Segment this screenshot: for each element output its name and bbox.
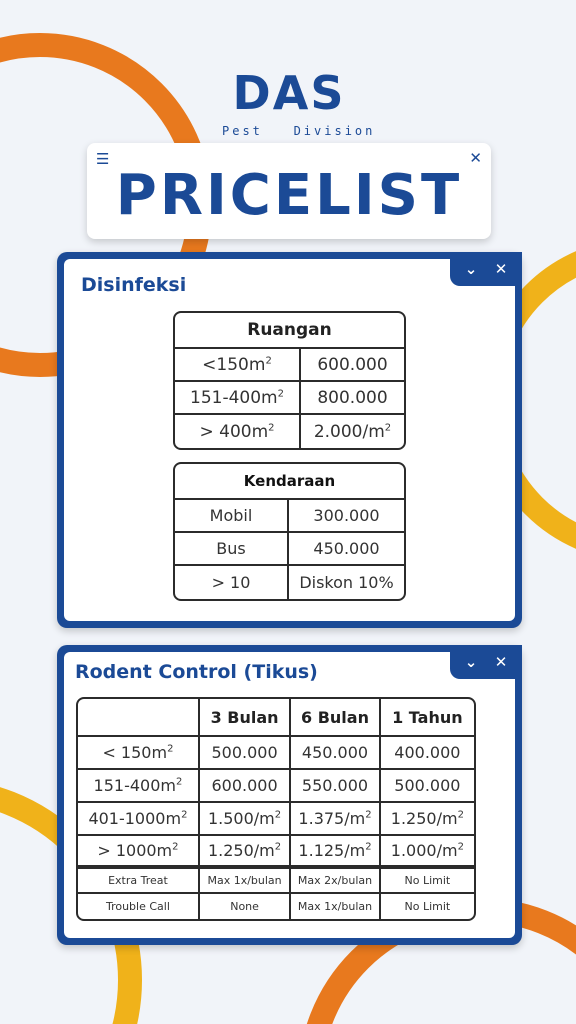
price-cell: $1.375/m^2$ xyxy=(291,803,380,836)
vehicle-cell: Bus xyxy=(175,533,289,566)
price-cell: $1.000/m^2$ xyxy=(381,836,474,869)
close-icon[interactable]: ✕ xyxy=(494,260,508,278)
ruangan-header: Ruangan xyxy=(175,313,404,349)
column-header: 6 Bulan xyxy=(291,699,380,737)
table-row xyxy=(78,836,474,869)
table-row xyxy=(175,500,404,533)
feature-cell: Extra Treat xyxy=(78,869,200,894)
vehicle-cell: > 10 xyxy=(175,566,289,599)
kendaraan-header: Kendaraan xyxy=(175,464,404,500)
feature-cell: Trouble Call xyxy=(78,894,200,919)
chevron-down-icon[interactable]: ⌄ xyxy=(464,260,478,278)
chevron-down-icon[interactable]: ⌄ xyxy=(464,653,478,671)
column-header: 3 Bulan xyxy=(200,699,291,737)
feature-value-cell: Max 1x/bulan xyxy=(200,869,291,894)
table-row xyxy=(175,566,404,599)
feature-value-cell: No Limit xyxy=(404,900,451,913)
price-cell: $1.250/m^2$ xyxy=(200,836,291,869)
area-cell: > $1000m^2$ xyxy=(78,836,200,869)
price-cell: 600.000 xyxy=(301,349,404,382)
area-cell: > $400m^2$ xyxy=(175,415,301,448)
logo-subtitle: Pest Division xyxy=(222,124,376,138)
kendaraan-table xyxy=(173,462,406,601)
table-row xyxy=(78,869,474,894)
column-header: 1 Tahun xyxy=(381,699,474,737)
price-cell: $1.500/m^2$ xyxy=(200,803,291,836)
table-row xyxy=(175,349,404,382)
close-icon[interactable]: ✕ xyxy=(494,653,508,671)
table-header-row xyxy=(78,699,474,737)
menu-icon[interactable]: ☰ xyxy=(96,150,110,168)
rodent-table xyxy=(76,697,476,921)
feature-value-cell: No Limit xyxy=(381,869,474,894)
table-row xyxy=(78,770,474,803)
close-icon[interactable]: ✕ xyxy=(469,149,482,167)
area-cell: $151-400m^2$ xyxy=(78,770,200,803)
price-cell: 800.000 xyxy=(301,382,404,415)
price-cell: $1.250/m^2$ xyxy=(381,803,474,836)
feature-value-cell: None xyxy=(200,894,291,919)
rodent-title: Rodent Control (Tikus) xyxy=(75,661,318,683)
disinfeksi-window-controls xyxy=(450,252,522,286)
pricelist-title-window xyxy=(87,143,491,239)
price-cell: 450.000 xyxy=(291,737,380,770)
page-title: PRICELIST xyxy=(115,163,463,228)
price-cell: 400.000 xyxy=(381,737,474,770)
price-cell: 300.000 xyxy=(289,500,404,533)
table-row xyxy=(78,894,474,919)
price-cell: 500.000 xyxy=(381,770,474,803)
table-row xyxy=(175,415,404,448)
price-cell: 500.000 xyxy=(200,737,291,770)
price-cell: 550.000 xyxy=(291,770,380,803)
price-cell: $2.000/m^2$ xyxy=(313,421,392,442)
rodent-window-controls xyxy=(450,645,522,679)
price-cell: Diskon 10% xyxy=(299,573,394,592)
ruangan-table xyxy=(173,311,406,450)
area-cell: $151-400m^2$ xyxy=(175,382,301,415)
brand-logo xyxy=(222,66,376,138)
logo-mark: DAS xyxy=(232,66,346,120)
column-header xyxy=(78,699,200,737)
price-cell: 450.000 xyxy=(289,533,404,566)
price-cell: $1.125/m^2$ xyxy=(291,836,380,869)
table-row xyxy=(78,737,474,770)
area-cell: $<150m^2$ xyxy=(175,349,301,382)
feature-value-cell: Max 2x/bulan xyxy=(291,869,380,894)
table-row xyxy=(78,803,474,836)
area-cell: < $150m^2$ xyxy=(78,737,200,770)
feature-value-cell: Max 1x/bulan xyxy=(291,894,380,919)
area-cell: $401-1000m^2$ xyxy=(78,803,200,836)
disinfeksi-title: Disinfeksi xyxy=(81,274,187,296)
table-row xyxy=(175,533,404,566)
vehicle-cell: Mobil xyxy=(175,500,289,533)
table-row xyxy=(175,382,404,415)
price-cell: 600.000 xyxy=(200,770,291,803)
